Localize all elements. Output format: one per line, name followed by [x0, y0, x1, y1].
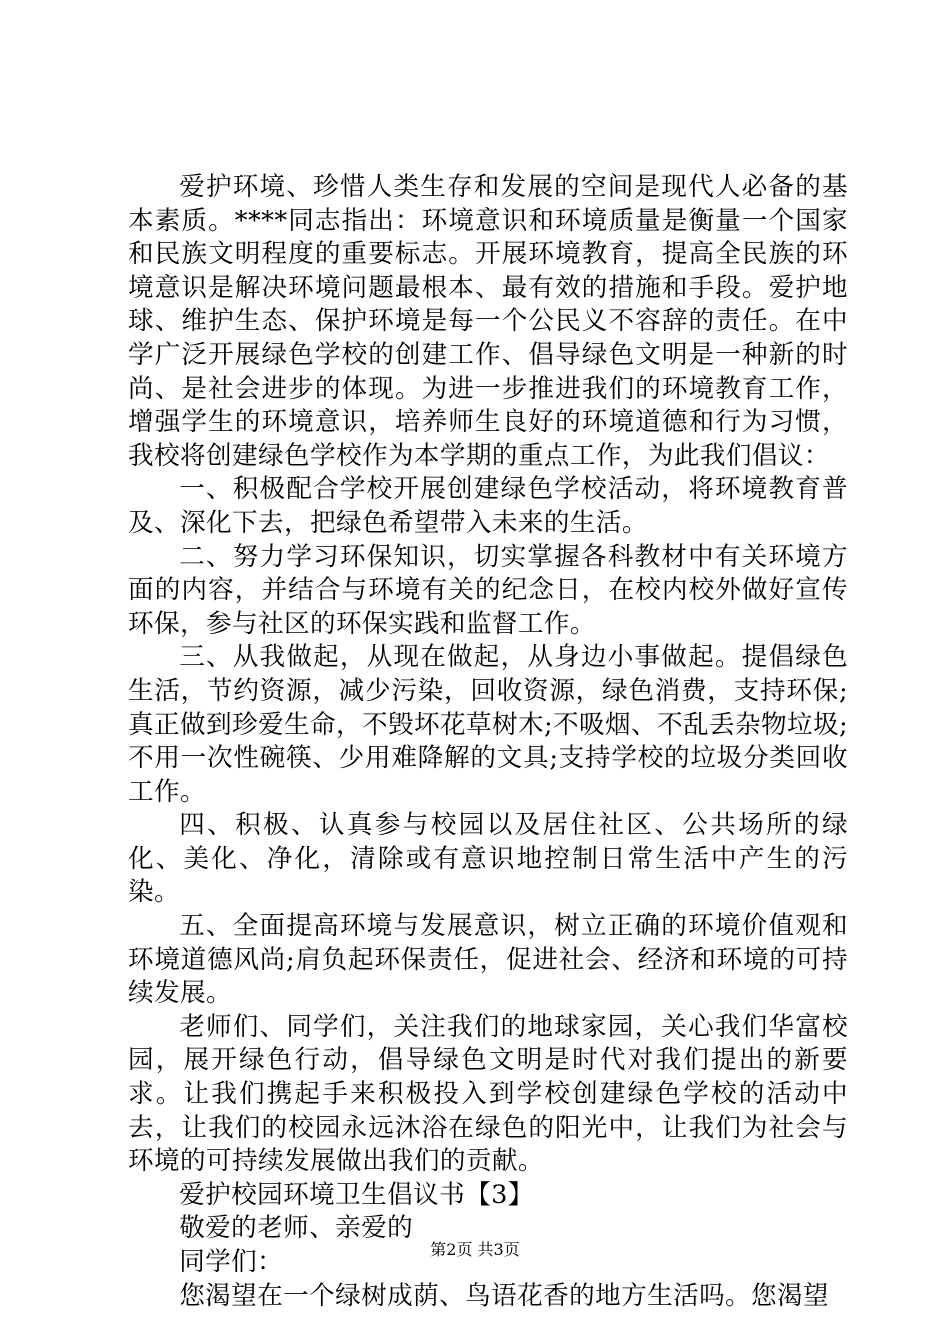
document-body	[128, 171, 848, 1313]
paragraph-item-5: 五、全面提高环境与发展意识，树立正确的环境价值观和环境道德风尚;肩负起环保责任，促进社会、经济和环境的可持续发展。	[128, 911, 848, 1009]
paragraph-intro: 爱护环境、珍惜人类生存和发展的空间是现代人必备的基本素质。****同志指出：环境意识和环境质量是衡量一个国家和民族文明程度的重要标志。开展环境教育，提高全民族的环境意识是解决环境问题最根本、最有效的措施和手段。爱护地球、维护生态、保护环境是每一个公民义不容辞的责任。在中学广泛开展绿色学校的创建工作、倡导绿色文明是一种新的时尚、是社会进步的体现。为进一步推进我们的环境教育工作，增强学生的环境意识，培养师生良好的环境道德和行为习惯，我校将创建绿色学校作为本学期的重点工作，为此我们倡议：	[128, 172, 848, 471]
salutation-line-1: 敬爱的老师、亲爱的	[179, 1213, 414, 1244]
paragraph-last: 您渴望在一个绿树成荫、鸟语花香的地方生活吗。您渴望	[179, 1280, 830, 1311]
paragraph-item-1: 一、积极配合学校开展创建绿色学校活动，将环境教育普及、深化下去，把绿色希望带入未来的生活。	[128, 474, 848, 538]
paragraph-closing: 老师们、同学们，关注我们的地球家园，关心我们华富校园，展开绿色行动，倡导绿色文明是时代对我们提出的新要求。让我们携起手来积极投入到学校创建绿色学校的活动中去，让我们的校园永远沐浴在绿色的阳光中，让我们为社会与环境的可持续发展做出我们的贡献。	[128, 1011, 848, 1177]
salutation-line-2: 同学们：	[179, 1247, 284, 1277]
section-title: 爱护校园环境卫生倡议书【3】	[179, 1179, 534, 1210]
page-footer: 第2页 共3页	[430, 1240, 520, 1259]
paragraph-item-4: 四、积极、认真参与校园以及居住社区、公共场所的绿化、美化、净化，清除或有意识地控制日常生活中产生的污染。	[128, 810, 848, 908]
paragraph-item-2: 二、努力学习环保知识，切实掌握各科教材中有关环境方面的内容，并结合与环境有关的纪念日，在校内校外做好宣传环保，参与社区的环保实践和监督工作。	[128, 541, 848, 639]
paragraph-item-3: 三、从我做起，从现在做起，从身边小事做起。提倡绿色生活，节约资源，减少污染，回收资源，绿色消费，支持环保;真正做到珍爱生命，不毁坏花草树木;不吸烟、不乱丢杂物垃圾;不用一次性碗筷、少用难降解的文具;支持学校的垃圾分类回收工作。	[128, 642, 848, 807]
